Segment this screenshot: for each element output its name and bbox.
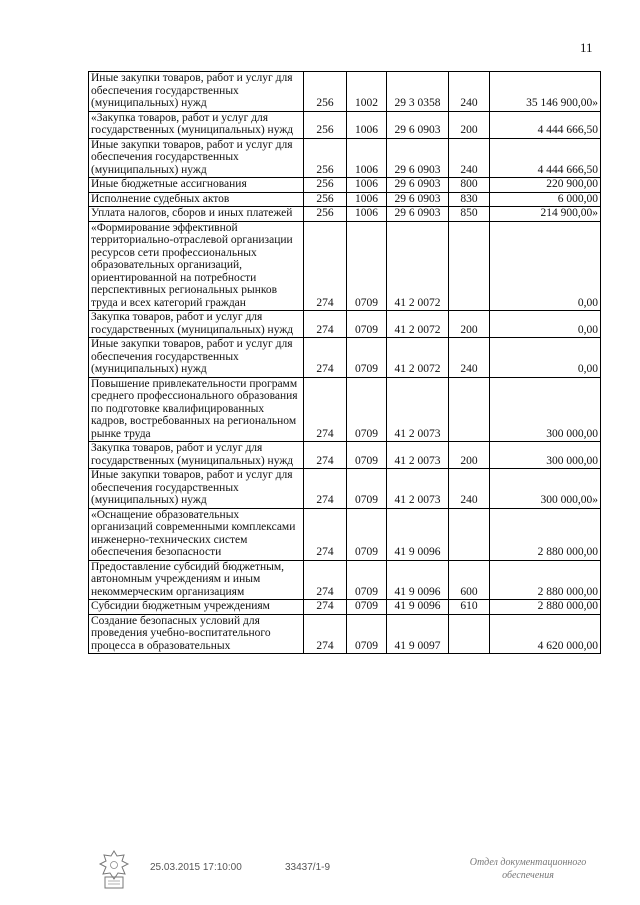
row-target-article-code: 29 3 0358 [387, 72, 449, 112]
row-department-code: 274 [304, 560, 347, 600]
row-name-cell: Создание безопасных условий для проведения учебно-воспитательного процесса в образовательных [89, 614, 304, 654]
row-expense-type-code: 600 [449, 560, 490, 600]
row-section-code: 0709 [347, 560, 387, 600]
table-row [89, 614, 601, 654]
row-department-code: 274 [304, 221, 347, 311]
row-expense-type-code: 850 [449, 207, 490, 222]
row-section-code: 0709 [347, 338, 387, 378]
table-row [89, 111, 601, 138]
row-target-article-code: 29 6 0903 [387, 192, 449, 207]
row-name-cell: Субсидии бюджетным учреждениям [89, 600, 304, 615]
row-amount: 300 000,00 [490, 442, 601, 469]
table-row [89, 192, 601, 207]
budget-table-body [89, 72, 601, 654]
table-row [89, 469, 601, 509]
table-row [89, 338, 601, 378]
row-expense-type-code: 240 [449, 138, 490, 178]
row-target-article-code: 41 9 0096 [387, 508, 449, 560]
row-department-code: 256 [304, 192, 347, 207]
row-department-code: 256 [304, 111, 347, 138]
table-row [89, 600, 601, 615]
table-row [89, 560, 601, 600]
row-section-code: 1002 [347, 72, 387, 112]
row-expense-type-code: 610 [449, 600, 490, 615]
row-section-code: 1006 [347, 111, 387, 138]
row-name-cell: Иные закупки товаров, работ и услуг для обеспечения государственных (муниципальных) нужд [89, 138, 304, 178]
row-amount: 300 000,00» [490, 469, 601, 509]
row-expense-type-code: 240 [449, 72, 490, 112]
row-amount: 35 146 900,00» [490, 72, 601, 112]
row-section-code: 1006 [347, 192, 387, 207]
row-target-article-code: 41 9 0096 [387, 600, 449, 615]
page-number: 11 [580, 40, 593, 55]
row-target-article-code: 41 2 0073 [387, 377, 449, 442]
row-target-article-code: 29 6 0903 [387, 178, 449, 193]
stamp-line-1: Отдел документационного [469, 857, 587, 868]
row-section-code: 0709 [347, 311, 387, 338]
row-department-code: 256 [304, 138, 347, 178]
row-amount: 2 880 000,00 [490, 560, 601, 600]
row-target-article-code: 29 6 0903 [387, 111, 449, 138]
row-amount: 4 444 666,50 [490, 111, 601, 138]
row-amount: 4 620 000,00 [490, 614, 601, 654]
table-row [89, 508, 601, 560]
row-target-article-code: 41 2 0072 [387, 311, 449, 338]
row-target-article-code: 41 2 0073 [387, 442, 449, 469]
row-section-code: 1006 [347, 178, 387, 193]
coat-of-arms-emblem [94, 848, 134, 892]
row-name-cell: Иные закупки товаров, работ и услуг для обеспечения государственных (муниципальных) нужд [89, 72, 304, 112]
department-stamp [448, 856, 608, 882]
row-department-code: 274 [304, 338, 347, 378]
row-name-cell: Уплата налогов, сборов и иных платежей [89, 207, 304, 222]
row-expense-type-code: 240 [449, 338, 490, 378]
footer-registration-number: 33437/1-9 [285, 862, 331, 873]
row-target-article-code: 41 9 0096 [387, 560, 449, 600]
row-section-code: 0709 [347, 614, 387, 654]
row-expense-type-code [449, 221, 490, 311]
row-expense-type-code: 800 [449, 178, 490, 193]
row-section-code: 1006 [347, 207, 387, 222]
row-expense-type-code [449, 377, 490, 442]
table-row [89, 178, 601, 193]
table-row [89, 377, 601, 442]
row-expense-type-code [449, 508, 490, 560]
row-section-code: 0709 [347, 442, 387, 469]
row-department-code: 256 [304, 178, 347, 193]
row-amount: 2 880 000,00 [490, 508, 601, 560]
row-section-code: 0709 [347, 600, 387, 615]
row-department-code: 256 [304, 72, 347, 112]
row-amount: 0,00 [490, 311, 601, 338]
row-amount: 0,00 [490, 221, 601, 311]
row-section-code: 0709 [347, 377, 387, 442]
row-expense-type-code: 200 [449, 311, 490, 338]
table-row [89, 207, 601, 222]
row-section-code: 1006 [347, 138, 387, 178]
row-name-cell: Повышение привлекательности программ среднего профессионального образования по подготовке квалифицированных кадров, востребованных на региональном рынке труда [89, 377, 304, 442]
row-amount: 300 000,00 [490, 377, 601, 442]
row-target-article-code: 41 2 0072 [387, 221, 449, 311]
row-expense-type-code: 240 [449, 469, 490, 509]
row-name-cell: Закупка товаров, работ и услуг для государственных (муниципальных) нужд [89, 442, 304, 469]
row-department-code: 256 [304, 207, 347, 222]
row-name-cell: Предоставление субсидий бюджетным, автономным учреждениям и иным некоммерческим организациям [89, 560, 304, 600]
row-expense-type-code: 830 [449, 192, 490, 207]
row-target-article-code: 29 6 0903 [387, 138, 449, 178]
row-amount: 4 444 666,50 [490, 138, 601, 178]
row-name-cell: Иные бюджетные ассигнования [89, 178, 304, 193]
row-amount: 6 000,00 [490, 192, 601, 207]
row-department-code: 274 [304, 311, 347, 338]
row-department-code: 274 [304, 614, 347, 654]
row-name-cell: «Формирование эффективной территориально-отраслевой организации ресурсов сети профессиональных образовательных организаций, ориентированной на потребности перспективных региональных рынков труда и всех категорий граждан [89, 221, 304, 311]
table-row [89, 72, 601, 112]
row-name-cell: Иные закупки товаров, работ и услуг для обеспечения государственных (муниципальных) нужд [89, 338, 304, 378]
stamp-line-2: обеспечения [502, 870, 554, 881]
row-department-code: 274 [304, 377, 347, 442]
row-department-code: 274 [304, 508, 347, 560]
table-row [89, 442, 601, 469]
row-amount: 214 900,00» [490, 207, 601, 222]
row-section-code: 0709 [347, 469, 387, 509]
row-target-article-code: 41 2 0073 [387, 469, 449, 509]
row-expense-type-code: 200 [449, 111, 490, 138]
table-row [89, 138, 601, 178]
footer-timestamp: 25.03.2015 17:10:00 [150, 862, 242, 873]
row-name-cell: «Закупка товаров, работ и услуг для государственных (муниципальных) нужд [89, 111, 304, 138]
row-department-code: 274 [304, 469, 347, 509]
row-name-cell: Иные закупки товаров, работ и услуг для обеспечения государственных (муниципальных) нужд [89, 469, 304, 509]
row-amount: 2 880 000,00 [490, 600, 601, 615]
row-name-cell: Закупка товаров, работ и услуг для государственных (муниципальных) нужд [89, 311, 304, 338]
row-amount: 0,00 [490, 338, 601, 378]
row-department-code: 274 [304, 600, 347, 615]
row-target-article-code: 29 6 0903 [387, 207, 449, 222]
row-expense-type-code [449, 614, 490, 654]
budget-table [88, 71, 601, 654]
table-row [89, 221, 601, 311]
row-expense-type-code: 200 [449, 442, 490, 469]
row-target-article-code: 41 2 0072 [387, 338, 449, 378]
row-name-cell: Исполнение судебных актов [89, 192, 304, 207]
row-section-code: 0709 [347, 508, 387, 560]
row-department-code: 274 [304, 442, 347, 469]
row-name-cell: «Оснащение образовательных организаций современными комплексами инженерно-технических систем обеспечения безопасности [89, 508, 304, 560]
row-target-article-code: 41 9 0097 [387, 614, 449, 654]
table-row [89, 311, 601, 338]
row-amount: 220 900,00 [490, 178, 601, 193]
row-section-code: 0709 [347, 221, 387, 311]
